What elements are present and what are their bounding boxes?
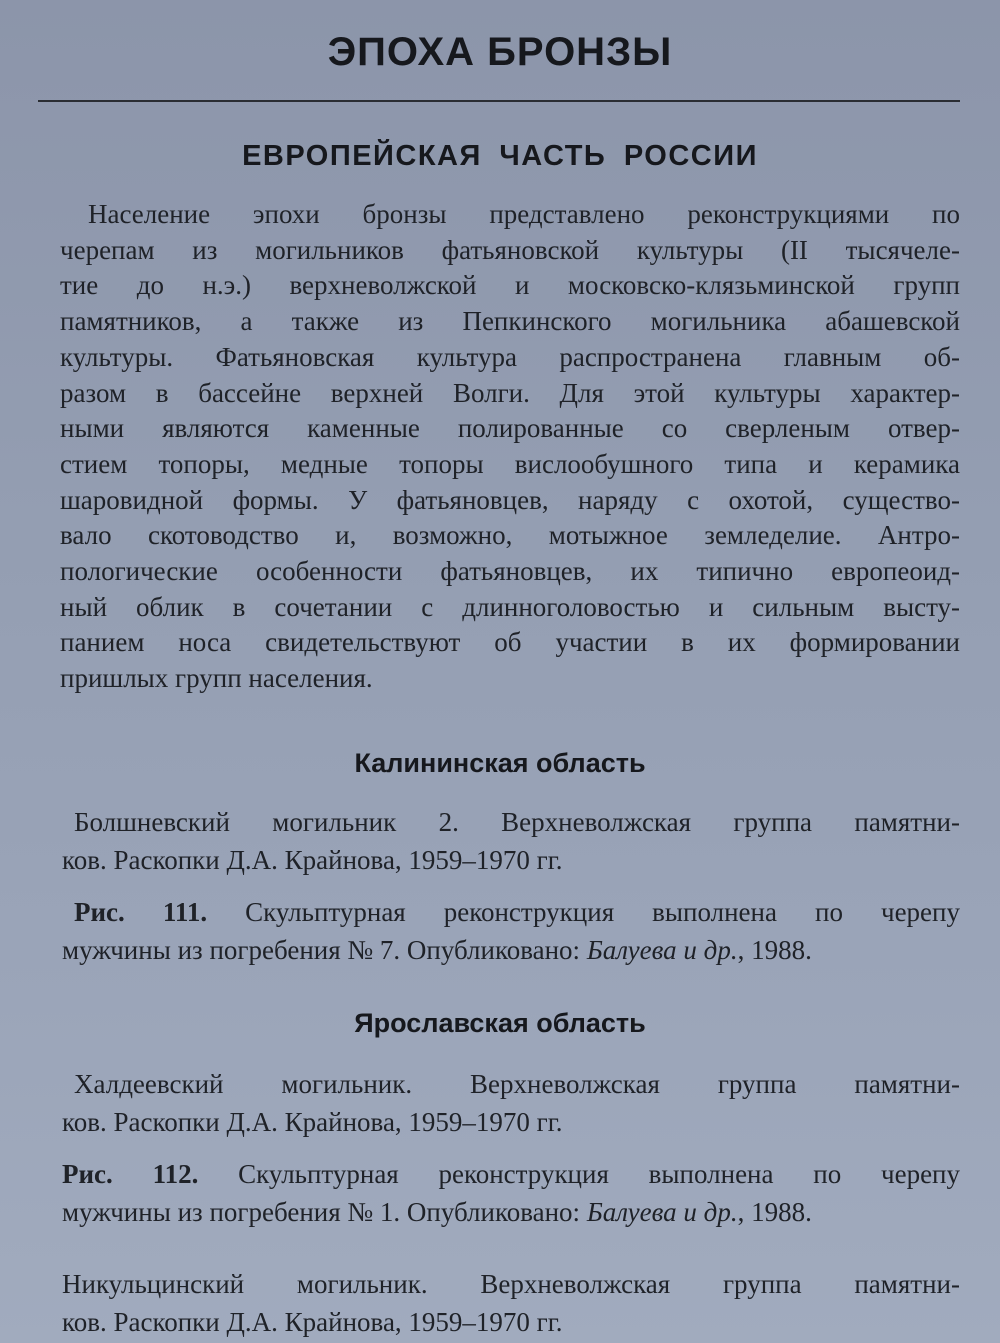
intro-line: культуры. Фатьяновская культура распространена главным об- xyxy=(60,341,960,372)
caption-text: Скульптурная реконструкция выполнена по черепу xyxy=(207,897,960,927)
citation-reference: Балуева и др. xyxy=(586,935,738,965)
intro-line: разом в бассейне верхней Волги. Для этой культуры характер- xyxy=(60,377,960,408)
region-heading-kalinin: Калининская область xyxy=(354,748,646,778)
caption-text: Скульптурная реконструкция выполнена по черепу xyxy=(198,1159,961,1189)
intro-line: Население эпохи бронзы представлено реконструкциями по xyxy=(88,199,960,229)
intro-line: стием топоры, медные топоры вислообушного типа и керамика xyxy=(60,448,960,479)
figure-caption-111 xyxy=(62,893,960,969)
section-title: ЕВРОПЕЙСКАЯ ЧАСТЬ РОССИИ xyxy=(242,140,758,172)
intro-line: черепам из могильников фатьяновской культуры (II тысячеле- xyxy=(60,234,960,265)
site-line: Никульцинский могильник. Верхневолжская группа памятни- xyxy=(62,1269,960,1299)
caption-text: мужчины из погребения № 7. Опубликовано: xyxy=(62,935,587,965)
intro-line: ными являются каменные полированные со сверленым отвер- xyxy=(60,413,960,444)
intro-line: шаровидной формы. У фатьяновцев, наряду с охотой, существо- xyxy=(60,484,960,515)
caption-line xyxy=(62,931,960,969)
caption-text: мужчины из погребения № 1. Опубликовано: xyxy=(62,1197,587,1227)
caption-text: , 1988. xyxy=(737,935,812,965)
caption-text: , 1988. xyxy=(737,1197,812,1227)
intro-line: пришлых групп населения. xyxy=(60,663,373,694)
intro-line: панием носа свидетельствуют об участии в их формировании xyxy=(60,627,960,658)
intro-paragraph xyxy=(60,197,960,697)
site-entry-yaroslavl-2 xyxy=(62,1265,960,1341)
site-line: Болшневский могильник 2. Верхневолжская группа памятни- xyxy=(74,807,960,837)
site-entry-yaroslavl-1 xyxy=(62,1065,960,1141)
figure-caption-112 xyxy=(62,1155,960,1231)
intro-line: ный облик в сочетании с длинноголовостью и сильным высту- xyxy=(60,591,960,622)
citation-reference: Балуева и др. xyxy=(586,1197,738,1227)
header-rule xyxy=(38,100,960,102)
caption-line xyxy=(62,893,960,931)
site-line: ков. Раскопки Д.А. Крайнова, 1959–1970 гг. xyxy=(62,1307,563,1337)
region-heading-yaroslavl: Ярославская область xyxy=(354,1008,646,1038)
intro-line: тие до н.э.) верхневолжской и московско-клязьминской групп xyxy=(60,270,960,301)
site-line: Халдеевский могильник. Верхневолжская группа памятни- xyxy=(74,1069,960,1099)
intro-line: памятников, а также из Пепкинского могильника абашевской xyxy=(60,306,960,337)
figure-label: Рис. 111. xyxy=(74,897,208,927)
site-line: ков. Раскопки Д.А. Крайнова, 1959–1970 гг. xyxy=(62,845,563,875)
caption-line xyxy=(62,1155,960,1193)
chapter-title: ЭПОХА БРОНЗЫ xyxy=(327,30,673,74)
site-line: ков. Раскопки Д.А. Крайнова, 1959–1970 гг. xyxy=(62,1107,563,1137)
figure-label: Рис. 112. xyxy=(62,1159,199,1189)
intro-line: пологические особенности фатьяновцев, их типично европеоид- xyxy=(60,556,960,587)
site-entry-kalinin xyxy=(62,803,960,879)
intro-line: вало скотоводство и, возможно, мотыжное земледелие. Антро- xyxy=(60,520,960,551)
caption-line xyxy=(62,1193,960,1231)
